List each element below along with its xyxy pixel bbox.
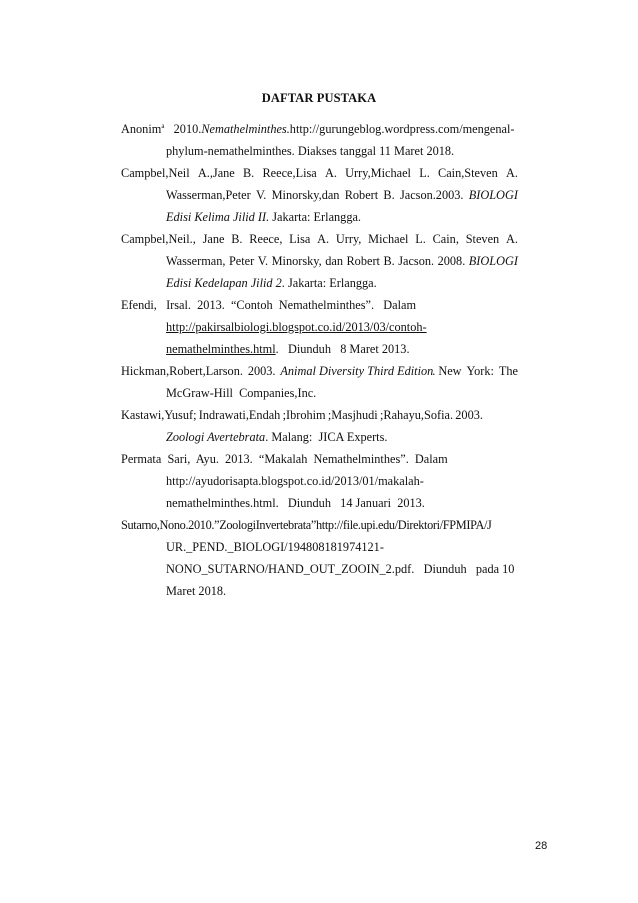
word: Steven: [465, 232, 500, 246]
reference-line: [121, 470, 518, 492]
word: Robert: [346, 254, 380, 268]
publisher: Jakarta: Erlangga.: [269, 210, 361, 224]
author: Anonim: [121, 122, 162, 136]
text: . Diunduh 8 Maret 2013.: [275, 342, 410, 356]
reference-entry: [121, 448, 518, 514]
reference-line: [121, 492, 518, 514]
word: V.: [255, 188, 267, 202]
reference-line: [121, 118, 518, 140]
reference-entry: [121, 404, 518, 448]
reference-line: [121, 360, 518, 382]
reference-line: [121, 404, 483, 426]
word: B.: [383, 254, 395, 268]
reference-line: [121, 184, 518, 206]
word: A.: [506, 166, 518, 180]
word: Reece,Lisa: [262, 166, 317, 180]
reference-entry: [121, 360, 518, 404]
word: York:: [466, 364, 494, 378]
word: Robert: [344, 188, 379, 202]
reference-line: [121, 580, 518, 602]
reference-line: [121, 206, 518, 228]
superscript: a: [161, 121, 165, 130]
reference-entry: [121, 162, 518, 228]
word: Campbel,Neil: [121, 166, 190, 180]
word: Wasserman,Peter: [166, 188, 251, 202]
word: L.: [415, 232, 426, 246]
word: ;Masjhudi: [327, 408, 378, 422]
title: Edisi Kedelapan Jilid 2: [166, 276, 282, 290]
word: A.: [324, 166, 337, 180]
year: 2010.: [173, 122, 202, 136]
reference-list: [121, 118, 518, 602]
text: phylum-nemathelminthes. Diakses tanggal 11 Maret 2018.: [166, 144, 455, 158]
reference-entry: [121, 294, 518, 360]
word: dan: [325, 254, 343, 268]
word: A.,Jane: [197, 166, 235, 180]
text: nemathelminthes.html. Diunduh 14 Januari 2013.: [166, 496, 425, 510]
reference-entry: [121, 118, 518, 162]
word: Cain,Steven: [438, 166, 498, 180]
word: Minorsky,dan: [271, 188, 340, 202]
reference-line: [121, 382, 518, 404]
page-title: DAFTAR PUSTAKA: [261, 91, 377, 105]
word: Reece,: [249, 232, 283, 246]
word: Urry,Michael: [345, 166, 411, 180]
reference-line: [121, 294, 518, 316]
reference-line: [121, 250, 518, 272]
publisher: . Malang: JICA Experts.: [265, 430, 388, 444]
word: Peter: [228, 254, 255, 268]
reference-line: [121, 536, 518, 558]
reference-line: [121, 514, 518, 536]
text: UR._PEND._BIOLOGI/194808181974121-: [166, 540, 384, 554]
reference-entry: [121, 228, 518, 294]
word: . New: [432, 364, 462, 378]
reference-line: [121, 272, 518, 294]
text: Efendi, Irsal. 2013. “Contoh Nemathelminthes”. Dalam: [121, 298, 417, 312]
word: B.: [231, 232, 243, 246]
title: Zoologi Avertebrata: [166, 430, 266, 444]
word: ;Rahayu,Sofia.: [379, 408, 454, 422]
url: http://gurungeblog.wordpress.com/mengenal-: [289, 122, 515, 136]
word: Indrawati,Endah: [198, 408, 281, 422]
reference-line: [121, 558, 518, 580]
word: Kastawi,Yusuf;: [121, 408, 197, 422]
hyperlink[interactable]: nemathelminthes.html: [166, 342, 276, 356]
reference-entry: [121, 514, 518, 602]
hyperlink[interactable]: http://pakirsalbiologi.blogspot.co.id/2013/03/contoh-: [166, 320, 427, 334]
title: Animal Diversity Third Edition: [280, 364, 434, 378]
word: ;Ibrohim: [282, 408, 326, 422]
word: 2003.: [455, 408, 483, 422]
word: BIOLOGI: [468, 254, 518, 268]
word: Michael: [368, 232, 409, 246]
text: Maret 2018.: [166, 584, 227, 598]
text: Permata Sari, Ayu. 2013. “Makalah Nemathelminthes”. Dalam: [121, 452, 448, 466]
word: A.: [505, 232, 518, 246]
word: 2008.: [437, 254, 466, 268]
title: Nemathelminthes.: [201, 122, 290, 136]
text: Sutarno,Nono.2010.”ZoologiInvertebrata”http://file.upi.edu/Direktori/FPMIPA/J: [121, 518, 492, 532]
word: Jacson.2003.: [399, 188, 464, 202]
reference-line: [121, 338, 518, 360]
word: The: [498, 364, 518, 378]
word: B.: [383, 188, 395, 202]
word: Jane: [202, 232, 225, 246]
word: Urry,: [335, 232, 362, 246]
word: A.: [317, 232, 330, 246]
word: Hickman,Robert,Larson.: [121, 364, 243, 378]
word: BIOLOGI: [468, 188, 518, 202]
reference-line: [121, 140, 518, 162]
reference-line: [121, 228, 518, 250]
word: Minorsky,: [271, 254, 322, 268]
word: B.: [242, 166, 255, 180]
word: Campbel,Neil.,: [121, 232, 196, 246]
word: Jacson.: [398, 254, 435, 268]
publisher: . Jakarta: Erlangga.: [281, 276, 377, 290]
page-number: 28: [535, 840, 548, 852]
word: Lisa: [289, 232, 311, 246]
word: Wasserman,: [166, 254, 226, 268]
publisher: McGraw-Hill Companies,Inc.: [166, 386, 317, 400]
reference-line: [121, 448, 518, 470]
word: V.: [257, 254, 269, 268]
title: Edisi Kelima Jilid II.: [166, 210, 270, 224]
text: NONO_SUTARNO/HAND_OUT_ZOOIN_2.pdf. Diunduh pada 10: [166, 562, 515, 576]
reference-line: [121, 426, 518, 448]
reference-line: [121, 162, 518, 184]
word: Cain,: [432, 232, 459, 246]
word: 2003.: [247, 364, 276, 378]
word: L.: [419, 166, 430, 180]
reference-line: [121, 316, 518, 338]
url: http://ayudorisapta.blogspot.co.id/2013/01/makalah-: [166, 474, 424, 488]
